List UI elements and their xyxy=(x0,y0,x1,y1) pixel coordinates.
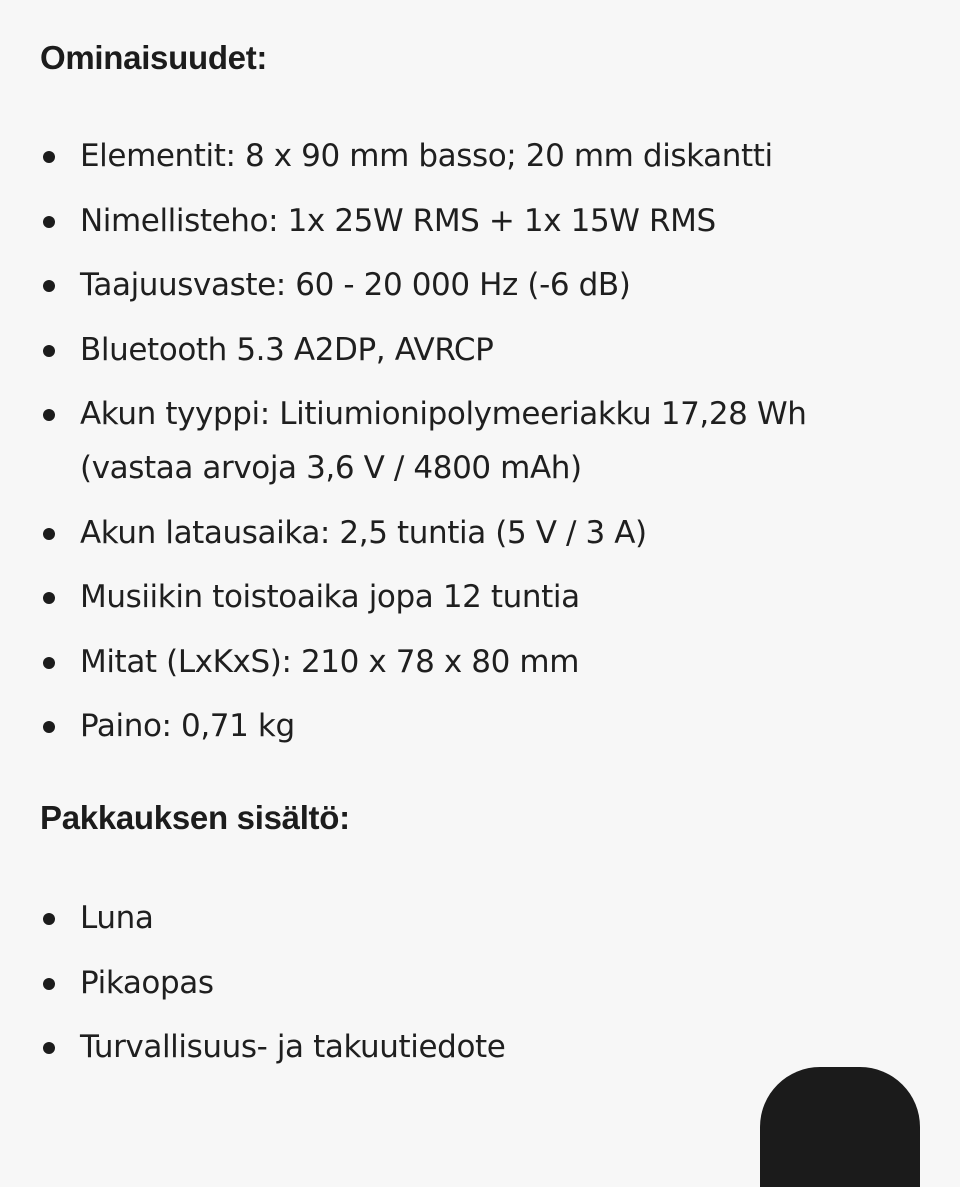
list-item-text: Paino: 0,71 kg xyxy=(80,708,295,744)
bullet-icon xyxy=(43,1042,55,1054)
list-item xyxy=(40,506,920,560)
list-item-text: Musiikin toistoaika jopa 12 tuntia xyxy=(80,579,580,615)
bullet-icon xyxy=(43,978,55,990)
list-item-text: Luna xyxy=(80,900,154,936)
list-item-text: Akun tyyppi: Litiumionipolymeeriakku 17,28 Wh (vastaa arvoja 3,6 V / 4800 mAh) xyxy=(80,396,807,486)
bullet-icon xyxy=(43,913,55,925)
bullet-icon xyxy=(43,280,55,292)
list-item-text: Bluetooth 5.3 A2DP, AVRCP xyxy=(80,331,494,368)
list-item-text: Pikaopas xyxy=(80,964,214,1001)
bullet-icon xyxy=(43,216,55,228)
list-item xyxy=(40,635,920,689)
list-item xyxy=(40,956,920,1010)
list-item-text: Taajuusvaste: 60 - 20 000 Hz (-6 dB) xyxy=(80,267,631,303)
floating-action-button[interactable] xyxy=(760,1067,920,1187)
bullet-icon xyxy=(43,409,55,421)
bullet-icon xyxy=(43,345,55,357)
list-item xyxy=(40,258,920,312)
list-item xyxy=(40,129,920,183)
list-item xyxy=(40,387,920,495)
package-contents-heading: Pakkauksen sisältö: xyxy=(40,799,350,836)
list-item-text: Nimellisteho: 1x 25W RMS + 1x 15W RMS xyxy=(80,202,716,239)
list-item-text: Mitat (LxKxS): 210 x 78 x 80 mm xyxy=(80,643,579,680)
features-heading: Ominaisuudet: xyxy=(40,39,268,76)
features-list xyxy=(40,129,920,764)
list-item xyxy=(40,699,920,753)
bullet-icon xyxy=(43,528,55,540)
list-item-text: Elementit: 8 x 90 mm basso; 20 mm diskantti xyxy=(80,138,773,174)
list-item xyxy=(40,570,920,624)
list-item xyxy=(40,1020,920,1074)
package-contents-list xyxy=(40,891,920,1085)
list-item-text: Akun latausaika: 2,5 tuntia (5 V / 3 A) xyxy=(80,514,647,551)
list-item-text: Turvallisuus- ja takuutiedote xyxy=(80,1029,506,1065)
list-item xyxy=(40,891,920,945)
bullet-icon xyxy=(43,592,55,604)
list-item xyxy=(40,194,920,248)
bullet-icon xyxy=(43,151,55,163)
bullet-icon xyxy=(43,657,55,669)
bullet-icon xyxy=(43,721,55,733)
list-item xyxy=(40,323,920,377)
